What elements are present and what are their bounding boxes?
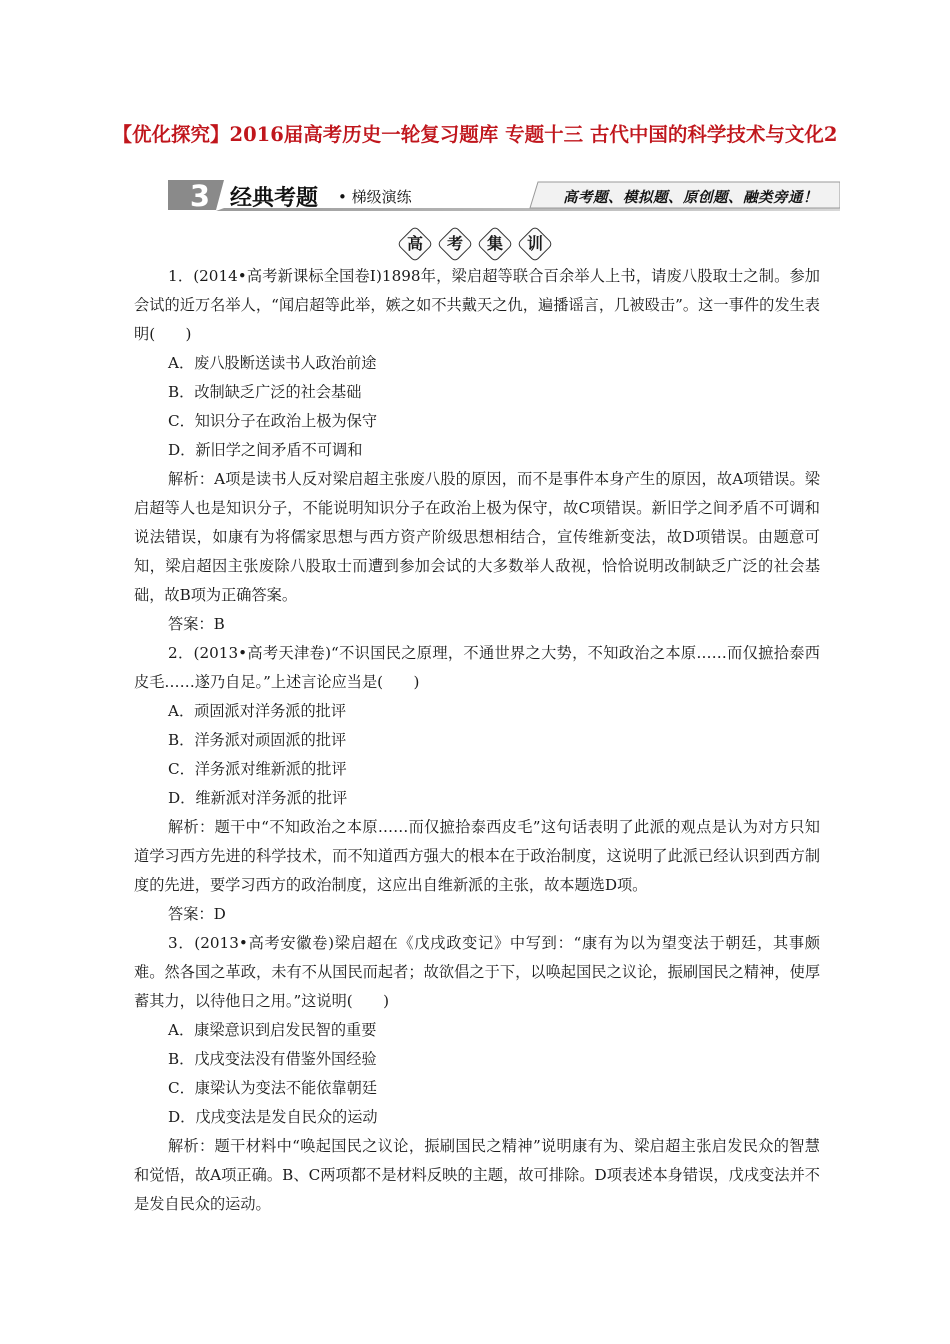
- section-char-box: [477, 226, 514, 263]
- analysis-text: 解析：题干材料中“唤起国民之议论，振刷国民之精神”说明康有为、梁启超主张启发民众的智慧和觉悟，故A项正确。B、C两项都不是材料反映的主题，故可排除。D项表述本身错误，戊戌变法并不是发自民众的运动。: [134, 1137, 820, 1213]
- question-list: [134, 262, 820, 1219]
- section-char: 高: [406, 234, 423, 253]
- question-stem: 2．(2013•高考天津卷)“不识国民之原理，不通世界之大势，不知政治之本原……而仅摭拾泰西皮毛……遂乃自足。”上述言论应当是( ): [134, 644, 820, 691]
- option-d: D．戊戌变法是发自民众的运动: [168, 1108, 378, 1126]
- question-stem: 3．(2013•高考安徽卷)梁启超在《戊戌政变记》中写到：“康有为以为望变法于朝廷，其事颇难。然各国之革政，未有不从国民而起者；故欲倡之于下，以唤起国民之议论，振刷国民之精神，使厚蓄其力，以待他日之用。”这说明( ): [134, 934, 820, 1010]
- banner-slogan: 高考题、模拟题、原创题、融类旁通！: [563, 189, 818, 206]
- section-char: 训: [526, 234, 543, 253]
- section-char: 考: [446, 234, 463, 253]
- section-banner: [168, 178, 840, 212]
- option-a: A．顽固派对洋务派的批评: [168, 702, 347, 720]
- section-char-box: [437, 226, 474, 263]
- option-b: B．改制缺乏广泛的社会基础: [168, 383, 362, 401]
- section-char: 集: [486, 234, 503, 253]
- answer-text: 答案：B: [168, 615, 225, 633]
- option-b: B．洋务派对顽固派的批评: [168, 731, 347, 749]
- option-b: B．戊戌变法没有借鉴外国经验: [168, 1050, 377, 1068]
- question-stem: 1．(2014•高考新课标全国卷Ⅰ)1898年，梁启超等联合百余举人上书，请废八股取士之制。参加会试的近万名举人，“闻启超等此举，嫉之如不共戴天之仇，遍播谣言，几被殴击”。这一事件的发生表明( ): [134, 267, 820, 343]
- option-a: A．康梁意识到启发民智的重要: [168, 1021, 377, 1039]
- section-title: [0, 226, 950, 260]
- section-char-box: [517, 226, 554, 263]
- analysis-text: 解析：题干中“不知政治之本原……而仅摭拾泰西皮毛”这句话表明了此派的观点是认为对方只知道学习西方先进的科学技术，而不知道西方强大的根本在于政治制度，这说明了此派已经认识到西方制度的先进，要学习西方的政治制度，这应出自维新派的主张，故本题选D项。: [134, 818, 820, 894]
- banner-subheading: • 梯级演练: [338, 188, 412, 206]
- banner-number: 3: [189, 179, 211, 213]
- section-char-box: [397, 226, 434, 263]
- option-d: D．新旧学之间矛盾不可调和: [168, 441, 363, 459]
- option-a: A．废八股断送读书人政治前途: [168, 354, 377, 372]
- option-c: C．康梁认为变法不能依靠朝廷: [168, 1079, 378, 1097]
- analysis-text: 解析：A项是读书人反对梁启超主张废八股的原因，而不是事件本身产生的原因，故A项错误。梁启超等人也是知识分子，不能说明知识分子在政治上极为保守，故C项错误。新旧学之间矛盾不可调和说法错误，如康有为将儒家思想与西方资产阶级思想相结合，宣传维新变法，故D项错误。由题意可知，梁启超因主张废除八股取士而遭到参加会试的大多数举人敌视，恰恰说明改制缺乏广泛的社会基础，故B项为正确答案。: [134, 470, 820, 604]
- banner-heading: 经典考题: [230, 186, 319, 211]
- option-c: C．知识分子在政治上极为保守: [168, 412, 378, 430]
- option-d: D．维新派对洋务派的批评: [168, 789, 348, 807]
- option-c: C．洋务派对维新派的批评: [168, 760, 347, 778]
- answer-text: 答案：D: [168, 905, 226, 923]
- document-title: 【优化探究】2016届高考历史一轮复习题库 专题十三 古代中国的科学技术与文化2: [112, 123, 838, 146]
